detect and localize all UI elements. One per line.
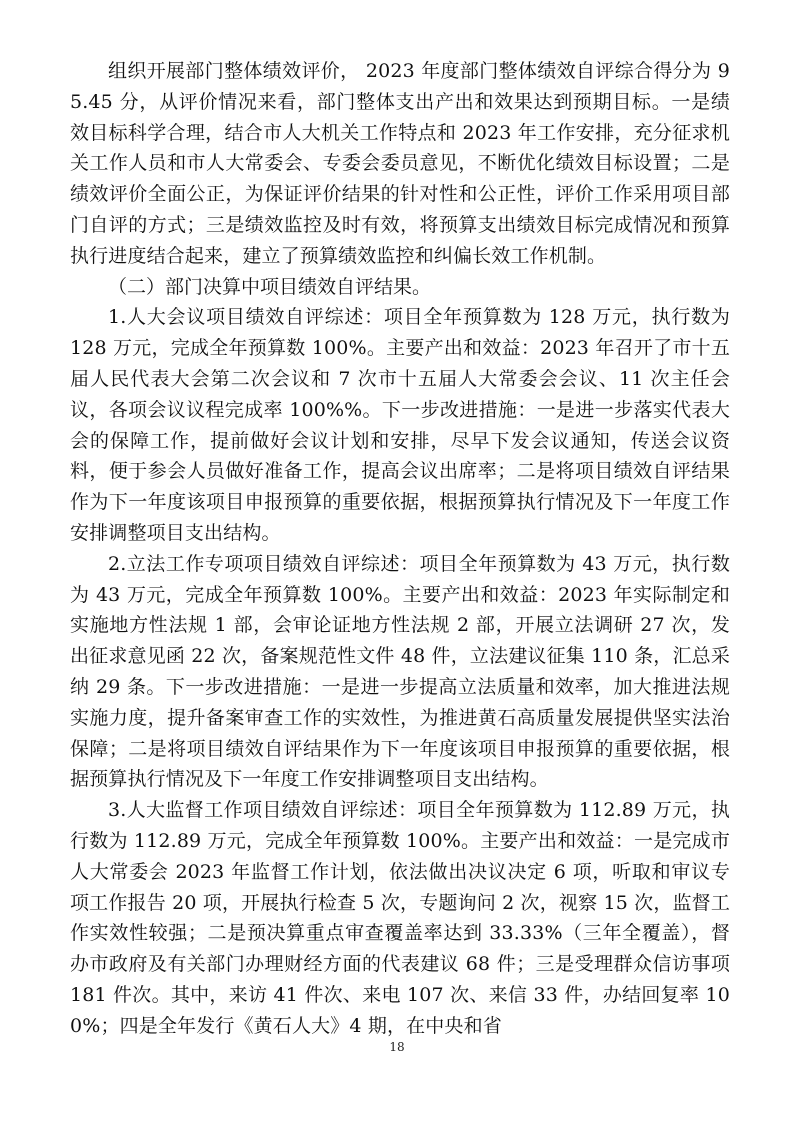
section-heading-project-results: （二）部门决算中项目绩效自评结果。 <box>108 275 432 298</box>
page-number: 18 <box>389 1040 405 1054</box>
paragraph-supervision-work: 3.人大监督工作项目绩效自评综述：项目全年预算数为 112.89 万元，执行数为 112.89 万元，完成全年预算数 100%。主要产出和效益：一是完成市人大常委会 2023 年监督工作计划，依法做出决议决定 6 项，听取和审议专项工作报告 20 项，开展执行检查 5 次，专题询问 2 次，视察 15 次，监督工作实效性较强；二是预决算重点审查覆盖率达到 33.33%（三年全覆盖），督办市政府及有关部门办理财经方面的代表建议 68 件；三是受理群众信访事项 181 件次。其中，来访 41 件次、来电 107 次、来信 33 件，办结回复率 100%；四是全年发行《黄石人大》4 期，在中央和省 <box>70 799 730 1037</box>
paragraph-overall-evaluation: 组织开展部门整体绩效评价， 2023 年度部门整体绩效自评综合得分为 95.45 分，从评价情况来看，部门整体支出产出和效果达到预期目标。一是绩效目标科学合理，结合市人大机关工作特点和 2023 年工作安排，充分征求机关工作人员和市人大常委会、专委会委员意见，不断优化绩效目标设置；二是绩效评价全面公正，为保证评价结果的针对性和公正性，评价工作采用项目部门自评的方式；三是绩效监控及时有效，将预算支出绩效目标完成情况和预算执行进度结合起来，建立了预算绩效监控和纠偏长效工作机制。 <box>70 60 730 267</box>
paragraph-congress-meetings: 1.人大会议项目绩效自评综述：项目全年预算数为 128 万元，执行数为 128 万元，完成全年预算数 100%。主要产出和效益：2023 年召开了市十五届人民代表大会第二次会议和 7 次市十五届人大常委会会议、11 次主任会议，各项会议议程完成率 100%%。下一步改进措施：一是进一步落实代表大会的保障工作，提前做好会议计划和安排，尽早下发会议通知，传送会议资料，便于参会人员做好准备工作，提高会议出席率；二是将项目绩效自评结果作为下一年度该项目申报预算的重要依据，根据预算执行情况及下一年度工作安排调整项目支出结构。 <box>70 306 730 544</box>
body-text <box>70 56 730 1042</box>
paragraph-legislation-work: 2.立法工作专项项目绩效自评综述：项目全年预算数为 43 万元，执行数为 43 万元，完成全年预算数 100%。主要产出和效益：2023 年实际制定和实施地方性法规 1 部，会审论证地方性法规 2 部，开展立法调研 27 次，发出征求意见函 22 次，备案规范性文件 48 件，立法建议征集 110 条，汇总采纳 29 条。下一步改进措施：一是进一步提高立法质量和效率，加大推进法规实施力度，提升备案审查工作的实效性，为推进黄石高质量发展提供坚实法治保障；二是将项目绩效自评结果作为下一年度该项目申报预算的重要依据，根据预算执行情况及下一年度工作安排调整项目支出结构。 <box>70 552 730 791</box>
